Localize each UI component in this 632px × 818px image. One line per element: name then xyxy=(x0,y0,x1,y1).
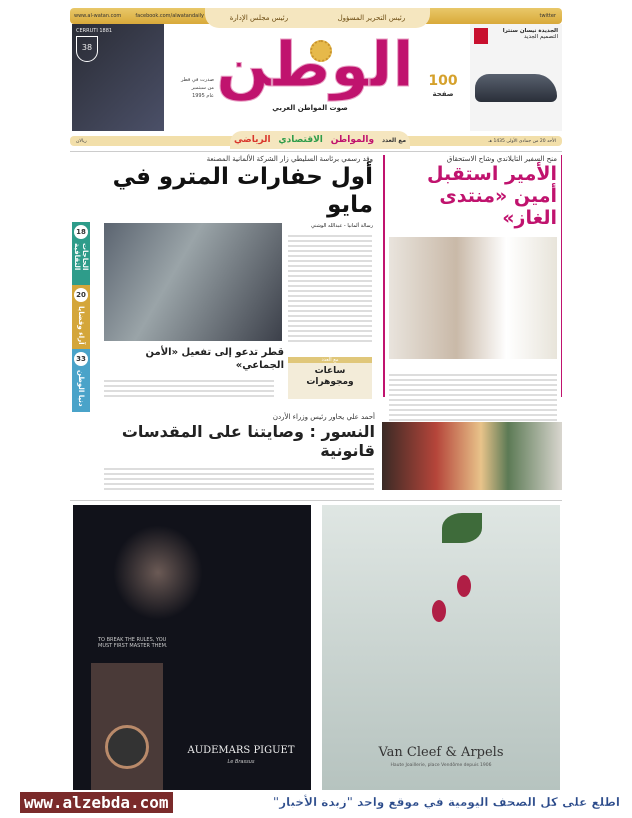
bottom-banner[interactable] xyxy=(20,790,620,814)
audemars-piguet-ad[interactable] xyxy=(73,505,311,790)
cerruti-ad[interactable] xyxy=(72,24,164,131)
sidebar-item[interactable] xyxy=(72,222,90,285)
ad-brand: CERRUTI 1881 xyxy=(76,28,113,34)
ad-title: الجديدة نيسان سنترا xyxy=(502,28,558,34)
emir-story[interactable] xyxy=(383,155,562,397)
story-headline: النسور : وصايتنا على المقدسات قانونية xyxy=(121,422,375,460)
ad-number: 38 xyxy=(81,43,93,52)
twitter-link[interactable]: twitter xyxy=(539,13,556,19)
facebook-link[interactable]: facebook.com/alwatandaily xyxy=(135,13,204,19)
banner-url[interactable]: www.alzebda.com xyxy=(20,792,173,813)
page-count xyxy=(425,75,461,101)
story-body xyxy=(104,465,374,492)
sections-nav xyxy=(230,131,410,149)
box-title: ساعات ومجوهرات xyxy=(306,366,354,387)
ruby-earring-icon xyxy=(457,575,471,597)
story-body xyxy=(389,371,557,421)
ad-brand: Van Cleef & Arpels xyxy=(378,745,504,760)
sidebar-item[interactable] xyxy=(72,285,90,348)
ad-brand: AUDEMARS PIGUET xyxy=(187,745,295,756)
metro-photo xyxy=(104,223,282,341)
story-body xyxy=(104,377,274,399)
leaf-image xyxy=(442,513,482,543)
editors-bar xyxy=(205,8,430,28)
page-number: 33 xyxy=(74,352,88,366)
section-citizen[interactable]: والمواطن xyxy=(330,135,375,145)
car-image xyxy=(475,74,557,102)
divider xyxy=(70,151,562,152)
page-count-number: 100 xyxy=(428,73,458,89)
story-kicker: منح السفير التايلاندي وشاح الاستحقاق xyxy=(446,155,557,163)
page-number: 20 xyxy=(74,288,88,302)
masthead-slogan: صوت المواطن العربي xyxy=(272,104,348,112)
nissan-logo-icon xyxy=(474,28,488,44)
story-headline: الأمير استقبل xyxy=(427,163,557,185)
founded-line: عام 1995 xyxy=(192,93,214,99)
sidebar-label: الحاجات الثقافية xyxy=(73,243,89,271)
watch-icon xyxy=(105,725,149,769)
with-issue-box[interactable] xyxy=(288,357,372,399)
masthead-logo: الوطن xyxy=(216,28,414,101)
byline: رسالة ألمانيا - عبدالله الوشني xyxy=(311,223,373,229)
ad-sub: Haute Joaillerie, place Vendôme depuis 1906 xyxy=(390,763,492,768)
van-cleef-arpels-ad[interactable] xyxy=(322,505,560,790)
box-label: مع العدد xyxy=(288,357,372,363)
ad-text-panel xyxy=(91,663,163,790)
shield-icon xyxy=(76,36,98,62)
founded-line: صدرت في قطر xyxy=(181,77,214,83)
ad-subtitle: التصميم الجديد xyxy=(524,34,558,40)
story-kicker: وفد رسمي برئاسة السليطي زار الشركة الألمانية المصنعة xyxy=(206,155,373,163)
sidebar-label: آراء وقضايا xyxy=(77,306,85,345)
date-line: الأحد 20 من جمادى الأولى 1435 هـ xyxy=(488,138,556,144)
section-sports[interactable]: الرياضي xyxy=(233,135,271,145)
website-link[interactable]: www.al-watan.com xyxy=(74,13,122,19)
page-number: 18 xyxy=(74,225,88,239)
watch-part-image xyxy=(113,525,203,620)
sidebar-label: دنيا الوطن xyxy=(77,369,85,407)
ad-headline: TO BREAK THE RULES, YOU MUST FIRST MASTER THEM. xyxy=(98,637,168,649)
section-economy[interactable]: الاقتصادي xyxy=(278,135,323,145)
sidebar-item[interactable] xyxy=(72,349,90,412)
ruby-earring-icon xyxy=(432,600,446,622)
jordan-story[interactable] xyxy=(95,413,375,460)
nissan-ad[interactable] xyxy=(470,24,562,131)
jordan-photo xyxy=(382,422,562,490)
founded-line: من سبتمبر xyxy=(191,85,214,91)
story-body xyxy=(288,232,372,342)
founded-info xyxy=(170,76,214,100)
story-headline: أول حفارات المترو في مايو xyxy=(112,164,373,218)
metro-story[interactable] xyxy=(95,155,373,229)
qatar-headline[interactable]: قطر تدعو إلى تفعيل «الأمن الجماعي» xyxy=(145,347,284,371)
story-kicker: أحمد علي يحاور رئيس وزراء الأردن xyxy=(272,413,375,421)
emir-photo xyxy=(389,237,557,359)
inside-pages-strip xyxy=(72,222,90,412)
editor-label: رئيس التحرير المسؤول xyxy=(337,14,406,22)
banner-text: اطلع على كل الصحف اليومية في موقع واحد "زبدة الأخبار" xyxy=(272,795,620,809)
chairman-label: رئيس مجلس الإدارة xyxy=(229,14,289,22)
page-count-label: صفحة xyxy=(432,90,454,98)
ad-sub: Le Brassus xyxy=(227,759,255,765)
price: ريالان xyxy=(76,138,87,144)
with-issue-label: مع العدد xyxy=(381,136,407,144)
divider xyxy=(70,500,562,501)
story-headline-2: أمين «منتدى الغاز» xyxy=(439,185,557,229)
